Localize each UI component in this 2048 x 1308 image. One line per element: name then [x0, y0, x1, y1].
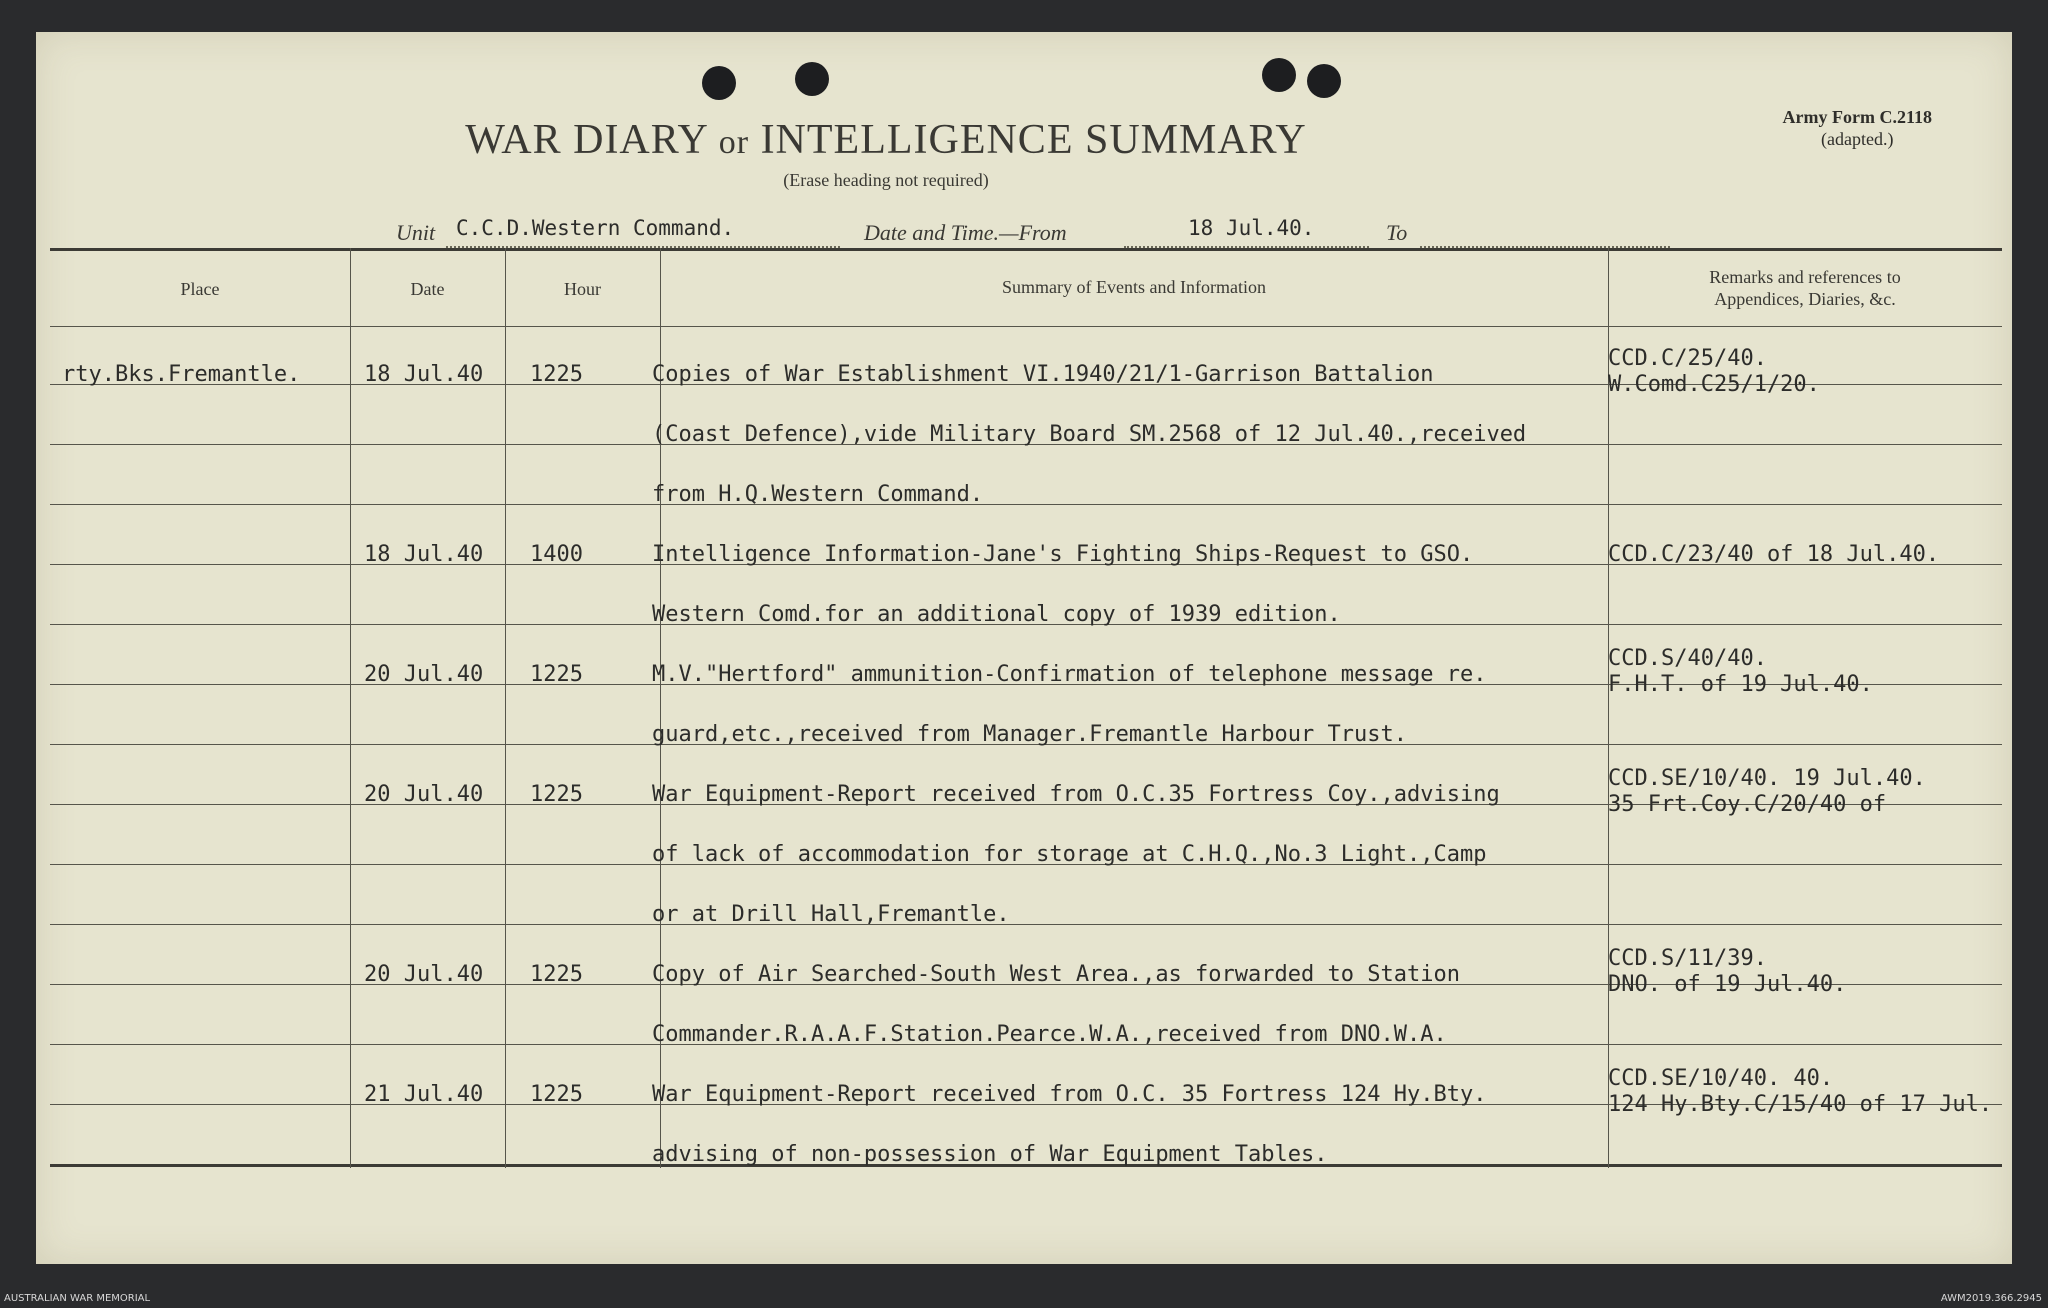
date-label: Date and Time.—From	[864, 220, 1067, 245]
line-hour: 1225	[530, 362, 583, 387]
line-summary: Intelligence Information-Jane's Fighting Ships-Request to GSO.	[652, 542, 1474, 567]
line-summary: (Coast Defence),vide Military Board SM.2568 of 12 Jul.40.,received	[652, 422, 1527, 447]
to-label: To	[1386, 220, 1408, 245]
punch-hole	[795, 62, 829, 96]
form-note: (adapted.)	[1821, 129, 1894, 149]
col-hour-header: Hour	[564, 279, 601, 299]
line-summary: advising of non-possession of War Equipment Tables.	[652, 1142, 1328, 1167]
line-remarks-2: 124 Hy.Bty.C/15/40 of 17 Jul.	[1608, 1092, 1993, 1117]
line-summary: guard,etc.,received from Manager.Fremantle Harbour Trust.	[652, 722, 1407, 747]
line-summary: Western Comd.for an additional copy of 1939 edition.	[652, 602, 1341, 627]
col-remarks-header-line1: Remarks and references to	[1709, 267, 1901, 287]
title-or: or	[718, 124, 750, 161]
line-remarks: CCD.C/25/40.	[1608, 346, 1767, 371]
line-hour: 1225	[530, 782, 583, 807]
line-summary: or at Drill Hall,Fremantle.	[652, 902, 1010, 927]
line-hour: 1225	[530, 662, 583, 687]
line-summary: of lack of accommodation for storage at C.H.Q.,No.3 Light.,Camp	[652, 842, 1487, 867]
line-summary: War Equipment-Report received from O.C.35 Fortress Coy.,advising	[652, 782, 1500, 807]
erase-note: (Erase heading not required)	[783, 170, 989, 190]
line-remarks-2: 35 Frt.Coy.C/20/40 of	[1608, 792, 1887, 817]
form-number-text: Army Form C.2118	[1782, 107, 1932, 127]
date-hour-divider	[505, 248, 506, 1168]
line-remarks-2: DNO. of 19 Jul.40.	[1608, 972, 1847, 997]
line-place: rty.Bks.Fremantle.	[62, 362, 301, 387]
line-hour: 1400	[530, 542, 583, 567]
line-remarks-2: F.H.T. of 19 Jul.40.	[1608, 672, 1873, 697]
line-summary: Copies of War Establishment VI.1940/21/1-Garrison Battalion	[652, 362, 1434, 387]
archive-reference: AWM2019.366.2945	[1940, 1293, 2042, 1304]
line-remarks: CCD.S/11/39.	[1608, 946, 1767, 971]
table-top-rule	[50, 248, 2002, 251]
line-summary: War Equipment-Report received from O.C. 35 Fortress 124 Hy.Bty.	[652, 1082, 1487, 1107]
row-rule	[50, 924, 2002, 925]
line-summary: Copy of Air Searched-South West Area.,as forwarded to Station	[652, 962, 1460, 987]
line-date: 18 Jul.40	[364, 362, 484, 387]
diary-table	[50, 248, 2002, 1168]
line-summary: M.V."Hertford" ammunition-Confirmation of telephone message re.	[652, 662, 1487, 687]
line-remarks: CCD.C/23/40 of 18 Jul.40.	[1608, 542, 1940, 567]
unit-value: C.C.D.Western Command.	[456, 216, 735, 240]
col-remarks-header-line2: Appendices, Diaries, &c.	[1714, 289, 1896, 309]
line-remarks: CCD.S/40/40.	[1608, 646, 1767, 671]
line-date: 20 Jul.40	[364, 662, 484, 687]
line-summary: Commander.R.A.A.F.Station.Pearce.W.A.,received from DNO.W.A.	[652, 1022, 1447, 1047]
punch-hole	[702, 66, 736, 100]
form-number	[1783, 106, 1932, 150]
line-date: 18 Jul.40	[364, 542, 484, 567]
col-date-header: Date	[410, 279, 445, 299]
line-date: 21 Jul.40	[364, 1082, 484, 1107]
line-remarks-2: W.Comd.C25/1/20.	[1608, 372, 1820, 397]
date-from-value: 18 Jul.40.	[1188, 216, 1315, 240]
header-rule	[50, 326, 2002, 327]
punch-hole	[1262, 58, 1296, 92]
line-date: 20 Jul.40	[364, 962, 484, 987]
unit-label: Unit	[396, 220, 436, 245]
col-summary-header: Summary of Events and Information	[1002, 277, 1266, 297]
row-rule	[50, 504, 2002, 505]
place-date-divider	[350, 248, 351, 1168]
col-remarks-header	[1608, 266, 2002, 310]
col-place-header: Place	[180, 279, 220, 299]
line-date: 20 Jul.40	[364, 782, 484, 807]
title-intelligence-summary: INTELLIGENCE SUMMARY	[760, 117, 1307, 163]
line-hour: 1225	[530, 962, 583, 987]
archive-credit: AUSTRALIAN WAR MEMORIAL	[4, 1293, 151, 1304]
line-summary: from H.Q.Western Command.	[652, 482, 984, 507]
line-remarks: CCD.SE/10/40. 19 Jul.40.	[1608, 766, 1926, 791]
punch-hole	[1307, 64, 1341, 98]
line-hour: 1225	[530, 1082, 583, 1107]
line-remarks: CCD.SE/10/40. 40.	[1608, 1066, 1834, 1091]
page-title	[36, 116, 1736, 164]
title-war-diary: WAR DIARY	[465, 117, 708, 163]
